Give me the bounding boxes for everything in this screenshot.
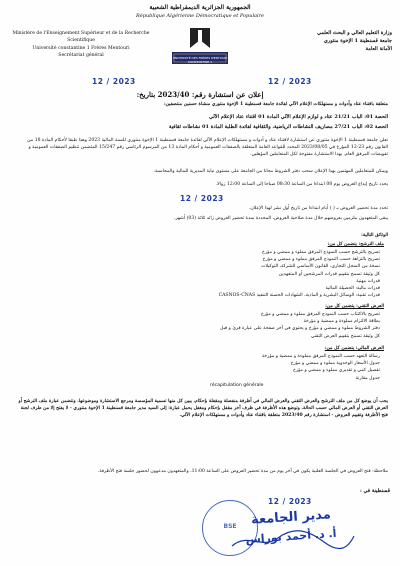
lot-2: الحصة 02: الباب 27/21 مصاريف النشاطات الرياضية، والثقافية لفائدة الطلبة المادة 01 نشاطات ثقافية xyxy=(168,124,388,130)
list-item: قدرات مهنية xyxy=(356,278,380,284)
university-logo xyxy=(168,26,232,72)
section-technical-list xyxy=(20,311,380,340)
list-item: رسالة التعهد حسب النموذج المرفق مملوءة و ممضية و مؤرخة xyxy=(261,354,380,359)
paragraph-intro: تعلن جامعة قسنطينة 1 الإخوة منتوري عن استشارة لاقتناء عتاد و أدوات و مستهلكات الإعلام الآلي لفائدة جامعة قسنطينة 1 الإخوة منتوري للسنة المالية 2023 وهذا طبقا لأحكام المادة 18 من القانون رقم 23-12 المؤرخ في 2023/08/05 المحدد للقواعد العامة المتعلقة بالصفقات العمومية و أحكام المادة 13 من المرسوم الرئاسي رقم 15/247 المتضمن تنظيم الصفقات العمومية و تفويضات المرفق العام. بهذا الاستشارة مفتوحة لكل المتعاملين المؤهلين. xyxy=(27,138,388,158)
date-left: 12 / 2023 xyxy=(92,77,136,86)
notice-title: إعلان عن استشارة رقم: 2023/40 بتاريخ: xyxy=(136,90,264,99)
opening-note: ملاحظة: فتح العروض في الجلسة العلنية يكون في آخر يوم من مدة تحضير العروض على الساعة 11:00، والمتعهدون مدعوون لحضور جلسة فتح الأظرفة. xyxy=(97,469,388,474)
notice-subtitle: متعلقة باقتناء عتاد وأدوات و مستهلكات الإعلام الآلي لفائدة جامعة قسنطينة 1 الإخوة منتوري منشاة حسنين منتصفين: xyxy=(163,102,388,107)
list-item: كل وثيقة تسمح بتقييم العرض التقني xyxy=(310,333,380,339)
list-item: تصريح بالنزاهة حسب النموذج المرفق مملوء و ممضي و مؤرخ xyxy=(262,257,380,263)
list-item: كل وثيقة تسمح بتقييم قدرات المرشحين أو المتعهدين xyxy=(278,271,380,277)
list-item: جدول مقارنة xyxy=(355,375,380,381)
signature-title: مدير الجامعة xyxy=(250,507,332,528)
section-financial-list xyxy=(20,353,380,382)
date-right: 12 / 2023 xyxy=(268,77,312,86)
list-item: جدول الأسعار الوحدوية مملوء و ممضي و مؤرخ xyxy=(290,361,380,367)
lot-1: الحصة 01: الباب 21/21 عتاد و لوازم الإعلام الآلي المادة 01 اقتناء عتاد الإعلام الآلي xyxy=(209,114,388,120)
secretariat-arabic: الأمانة العامة xyxy=(365,46,392,52)
paragraph-validity: يبقى المتعهدون ملزمين بعروضهم خلال مدة صلاحية العروض، المحددة بمدة تحضير العروض زائد ثلاثة (03) أشهر. xyxy=(173,216,388,221)
republic-french: République Algérienne Démocratique et Populaire xyxy=(136,13,264,19)
list-item: بطاقة الالتزام مملوءة و ممضية و مؤرخة xyxy=(303,319,380,325)
paragraph-preparation: تحدد مدة تحضير العروض بـ ( ) أيام ابتداءا من تاريخ أول نشر لهذا الإعلان. xyxy=(248,206,388,211)
signature-place: قسنطينة في : xyxy=(359,488,390,494)
logo-caption: UNIVERSITÉ DES FRÈRES MENTOURI CONSTANTINE 1 xyxy=(172,56,228,64)
list-item: تصريح بالترشح حسب النموذج المرفق مملوء و ممضي و مؤرخ xyxy=(262,250,380,255)
secretariat-french: Secrétariat général xyxy=(58,53,104,58)
university-french: Université constantine 1 Frères Mentouri xyxy=(32,46,130,51)
deadline-date: 12 / 2023 xyxy=(180,194,224,203)
signature-name: أ. د. أحمد بوراس xyxy=(245,526,337,547)
university-logo-icon xyxy=(168,26,232,72)
section-financial-title: العرض المالي: يتضمن كل من: xyxy=(324,346,384,351)
contents-heading: الوثائق التالية: xyxy=(361,233,388,238)
list-item: تصريح بالاكتتاب حسب النموذج المرفق مملوء و ممضي و مؤرخ xyxy=(260,312,380,317)
republic-arabic: الجمهورية الجزائرية الديمقراطية الشعبية xyxy=(149,4,251,11)
envelope-instructions: يجب أن يوضع كل من ملف الترشح والعرض التقني والعرض المالي في أظرفة منفصلة ومقفلة بإحكام، يبين كل منها تسمية المؤسسة ومرجع الاستشارة وموضوعها، وتتضمن عبارة ملف الترشح أو العرض التقني أو العرض المالي حسب الحالة. وتوضع هذه الأظرفة في ظرف آخر مقفل بإحكام ومغفل يحمل عبارة: إلى السيد مدير جامعة قسنطينة 1 الإخوة منتوري - لا يفتح إلا من طرف لجنة فتح الأظرفة وتقييم العروض - استشارة رقم 2023/40 متعلقة باقتناء عتاد وأدوات و مستهلكات الإعلام الآلي. xyxy=(18,399,388,419)
section-technical-title: العرض التقني: يتضمن كل من: xyxy=(325,304,384,309)
list-item: تفصيل كمي و تقديري مملوء و ممضي و مؤرخ xyxy=(293,368,380,374)
paragraph-deposit: يحدد تاريخ إيداع العروض يوم 08 ابتداءا من الساعة 08:30 صباحا إلى الساعة 12:00 زوالا. xyxy=(215,182,388,187)
list-item: دفتر الشروط مملوء و ممضي و مؤرخ و يحتوي في آخر صفحة على عبارة قرئ و قبل xyxy=(220,326,380,332)
section-candidacy-list xyxy=(20,249,380,299)
stamp-text: BSE xyxy=(223,523,237,530)
ministry-arabic: وزارة التعليم العالي و البحث العلمي xyxy=(317,30,392,36)
paragraph-withdraw: ويمكن للمتعاملين المهتمين بهذا الإعلان سحب دفتر الشروط مجانا من الجامعة على مستوى نيابة المديرية للمالية والمحاسبة. xyxy=(153,169,388,174)
recap-label: récapitulation générale xyxy=(210,383,264,388)
section-candidacy-title: ملف الترشح: يتضمن كل من: xyxy=(327,242,384,247)
list-item: نسخة من السجل التجاري، القانون الأساسي للشركة، التوكيلات xyxy=(261,264,380,270)
university-arabic: جامعة قسنطينة 1 الإخوة منتوري xyxy=(323,38,392,44)
signature-date: 12 / 2023 xyxy=(268,497,312,506)
list-item: قدرات تقنية: الوسائل البشرية و المادية، الشهادات الحسنة التنفيذ CASNOS-CNAS xyxy=(218,293,380,299)
handwritten-signature xyxy=(228,528,358,552)
list-item: قدرات مالية: الحصيلة المالية xyxy=(325,286,380,292)
ministry-french: Ministère de l'Enseignement Supérieur et de la Recherche Scientifique xyxy=(12,31,150,44)
